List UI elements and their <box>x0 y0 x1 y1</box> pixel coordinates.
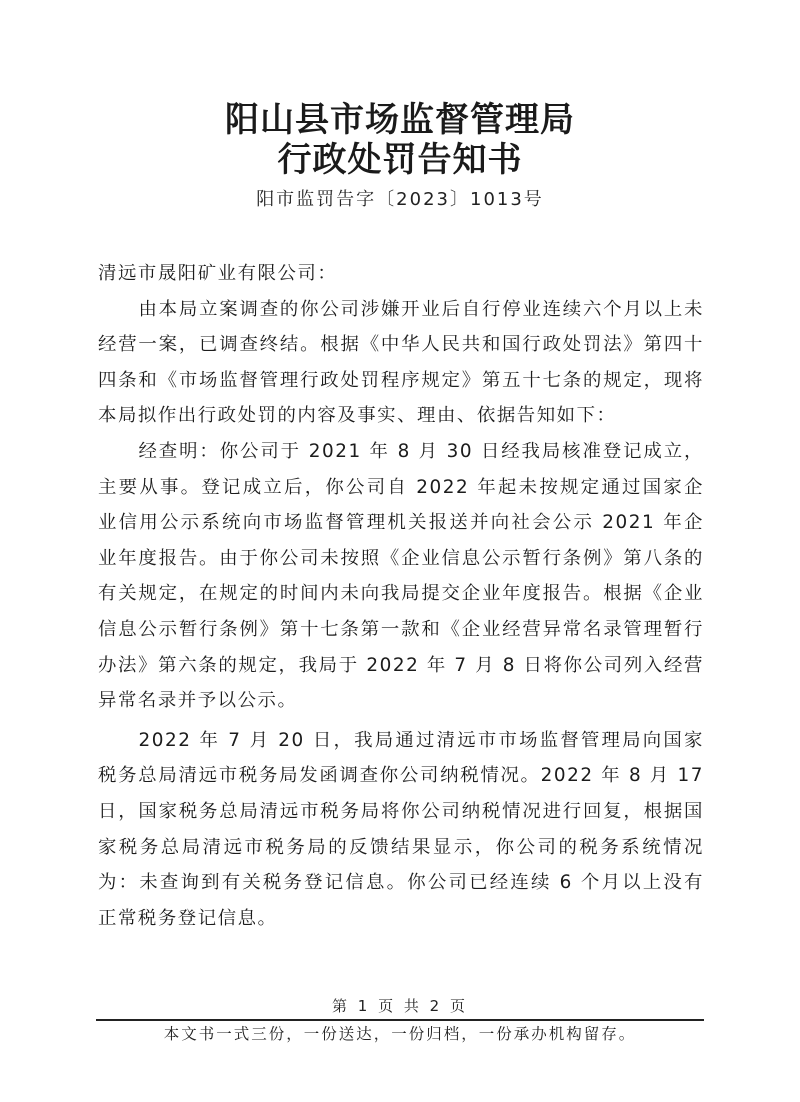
document-number: 阳市监罚告字〔2023〕1013号 <box>256 189 544 210</box>
paragraph-findings: 经查明：你公司于 2021 年 8 月 30 日经我局核准登记成立，主要从事。登记成立后，你公司自 2022 年起未按规定通过国家企业信用公示系统向市场监督管理机关报送并向社会公示 2021 年企业年度报告。由于你公司未按照《企业信息公示暂行条例》第八条的有关规定，在规定的时间内未向我局提交企业年度报告。根据《企业信息公示暂行条例》第十七条第一款和《企业经营异常名录管理暂行办法》第六条的规定，我局于 2022 年 7 月 8 日将你公司列入经营异常名录并予以公示。 <box>98 440 704 712</box>
paragraph-tax-investigation: 2022 年 7 月 20 日，我局通过清远市市场监督管理局向国家税务总局清远市税务局发函调查你公司纳税情况。2022 年 8 月 17 日，国家税务总局清远市税务局将你公司纳税情况进行回复，根据国家税务总局清远市税务局的反馈结果显示，你公司的税务系统情况为：未查询到有关税务登记信息。你公司已经连续 6 个月以上没有正常税务登记信息。 <box>98 729 704 929</box>
footer-divider <box>96 1019 704 1021</box>
addressee: 清远市晟阳矿业有限公司： <box>98 263 338 284</box>
document-body <box>98 256 704 936</box>
paragraph-case-intro: 由本局立案调查的你公司涉嫌开业后自行停业连续六个月以上未经营一案，已调查终结。根据《中华人民共和国行政处罚法》第四十四条和《市场监督管理行政处罚程序规定》第五十七条的规定，现将本局拟作出行政处罚的内容及事实、理由、依据告知如下： <box>98 298 704 427</box>
page-indicator: 第 1 页 共 2 页 <box>332 997 468 1015</box>
agency-title: 阳山县市场监督管理局 <box>225 100 575 140</box>
copies-note: 本文书一式三份，一份送达，一份归档，一份承办机构留存。 <box>163 1025 637 1043</box>
document-type-title: 行政处罚告知书 <box>277 140 523 180</box>
